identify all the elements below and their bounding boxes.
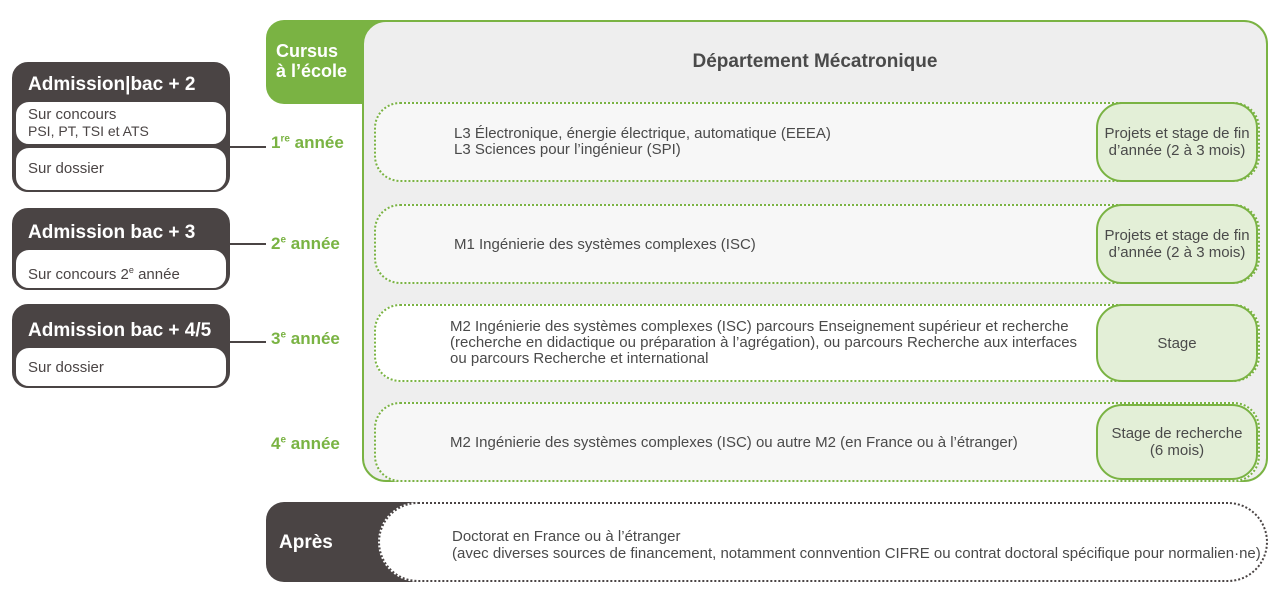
year-4-programs: M2 Ingénierie des systèmes complexes (ISC) ou autre M2 (en France ou à l’étranger): [450, 434, 1018, 451]
concours-2-annee: année: [133, 266, 180, 283]
apres-label: Après: [279, 532, 333, 553]
year-1-programs: L3 Électronique, énergie électrique, automatique (EEEA) L3 Sciences pour l’ingénieur (SPI): [454, 125, 831, 158]
admission-bac3-box: [12, 208, 230, 290]
year-3-programs: M2 Ingénierie des systèmes complexes (ISC) parcours Enseignement supérieur et recherche (recherche en didactique ou préparation à l’agrégation), ou parcours Recherche aux interfaces ou parcours Recherche et international: [450, 318, 1078, 367]
connector-bac2: [230, 146, 266, 148]
year-1-label: 1re année: [271, 133, 344, 152]
admission-bac2-dossier: [14, 146, 228, 192]
year-4-label: 4e année: [271, 434, 340, 453]
apres-line-1: Doctorat en France ou à l’étranger: [452, 528, 681, 545]
admission-bac45-dossier: [14, 346, 228, 388]
year-2-label: 2e année: [271, 234, 340, 253]
concours-2-label: Sur concours 2: [28, 266, 129, 283]
year-4-badge: Stage de recherche (6 mois): [1096, 404, 1258, 480]
apres-text: [452, 528, 1261, 562]
dossier-45-label: Sur dossier: [28, 359, 104, 376]
concours-2-sup: e: [128, 265, 134, 275]
concours-detail: PSI, PT, TSI et ATS: [28, 123, 149, 139]
year-1-badge: Projets et stage de fin d’année (2 à 3 mois): [1096, 102, 1258, 182]
connector-bac45: [230, 341, 266, 343]
admission-bac2-concours: [14, 100, 228, 146]
admission-bac45-box: [12, 304, 230, 388]
connector-bac3: [230, 243, 266, 245]
apres-line-2: (avec diverses sources de financement, notamment connvention CIFRE ou contrat doctoral spécifique pour normalien·ne): [452, 545, 1261, 562]
admission-bac2-box: [12, 62, 230, 192]
department-title: Département Mécatronique: [692, 51, 938, 72]
year-2-programs: M1 Ingénierie des systèmes complexes (ISC): [454, 236, 756, 253]
cursus-tab-label: Cursus à l’école: [276, 41, 348, 81]
dossier-label: Sur dossier: [28, 160, 104, 177]
admission-bac3-concours: [14, 248, 228, 290]
concours-label: Sur concours: [28, 106, 117, 123]
admission-bac3-title: Admission bac + 3: [28, 222, 196, 243]
year-3-label: 3e année: [271, 329, 340, 348]
year-3-badge: Stage: [1096, 304, 1258, 382]
admission-bac45-title: Admission bac + 4/5: [28, 320, 212, 341]
year-2-badge: Projets et stage de fin d’année (2 à 3 mois): [1096, 204, 1258, 284]
admission-bac2-title: Admission|bac + 2: [28, 74, 196, 95]
